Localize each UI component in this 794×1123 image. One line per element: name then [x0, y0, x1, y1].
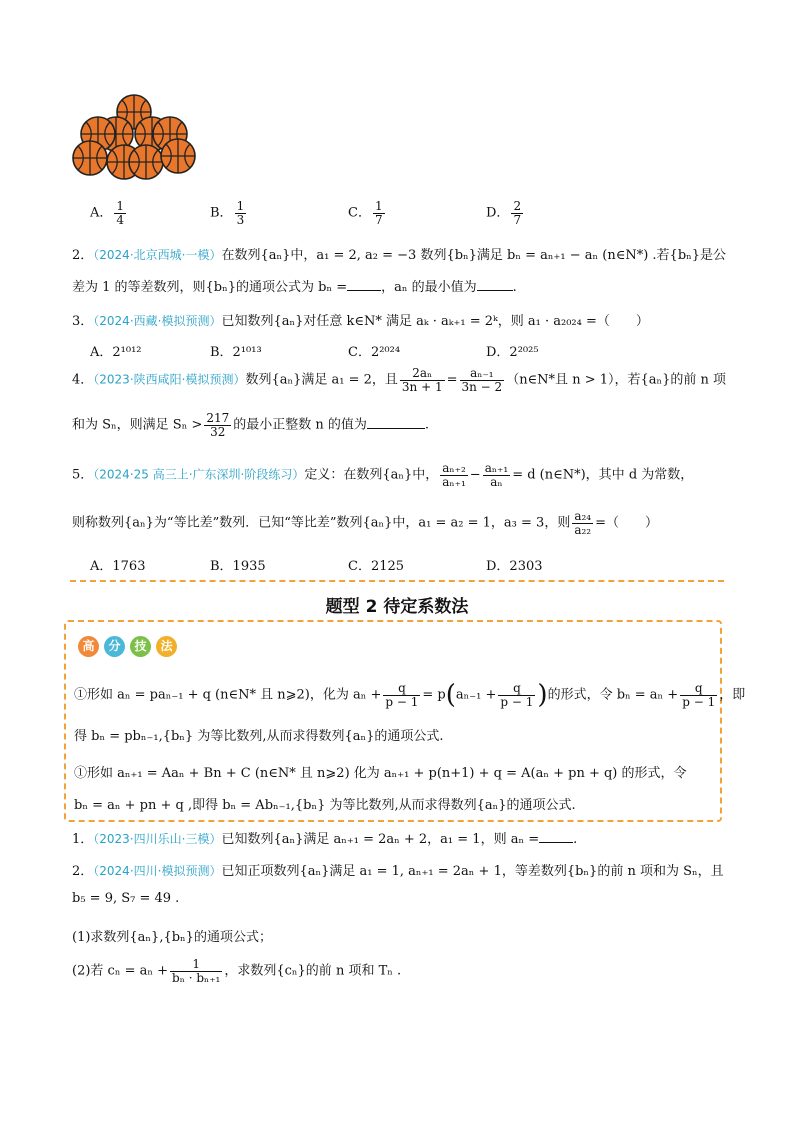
- q4-source: （2023·陕西咸阳·模拟预测）: [93, 372, 246, 387]
- option-c-num: 1: [374, 199, 383, 213]
- option-a-num: 1: [116, 199, 125, 213]
- q3-source: （2024·西藏·模拟预测）: [93, 314, 222, 328]
- tip1-text-c: aₙ₋₁ +: [455, 687, 497, 703]
- q2-blank-1[interactable]: [347, 290, 381, 291]
- q3-option-b: B．2¹⁰¹³: [210, 345, 262, 360]
- option-b-num: 1: [236, 199, 245, 213]
- p2-subq2-b: ，求数列{cₙ}的前 n 项和 Tₙ .: [224, 963, 402, 979]
- option-a-label: A．: [90, 205, 113, 221]
- p2-subq2-a: (2)若 cₙ = aₙ +: [72, 963, 169, 979]
- q4-blank[interactable]: [367, 428, 425, 429]
- q5-frac3-den: a₂₂: [574, 522, 592, 537]
- section-divider: [70, 580, 724, 582]
- p1-period: .: [573, 832, 578, 847]
- p2-frac-den: bₙ · bₙ₊₁: [172, 970, 221, 985]
- basketballs-illustration: [70, 92, 200, 187]
- option-d-label: D．: [486, 205, 510, 221]
- q2-source: （2024·北京西城·一模）: [93, 248, 222, 262]
- q4-text-4: 的最小正整数 n 的值为: [233, 417, 367, 433]
- q2-text-line2b: ，aₙ 的最小值为: [381, 280, 477, 295]
- p2-frac-num: 1: [170, 958, 222, 972]
- tip1-frac2-num: q: [498, 682, 535, 696]
- q4-number: 4．: [72, 372, 94, 388]
- q3-option-c: C．2²⁰²⁴: [348, 345, 401, 360]
- tip1-frac1-den: p − 1: [385, 694, 419, 709]
- q4-frac2-den: 3n − 2: [461, 379, 503, 394]
- q4-period: .: [424, 417, 430, 433]
- tip1-frac3-den: p − 1: [682, 694, 716, 709]
- q5-option-d: D．2303: [486, 559, 543, 574]
- p2-line1: 已知正项数列{aₙ}满足 a₁ = 1, aₙ₊₁ = 2aₙ + 1，等差数列{bₙ}的前 n 项和为 Sₙ，且: [221, 864, 724, 879]
- tip1-text-d: 的形式，令 bₙ = aₙ +: [547, 687, 679, 703]
- p2-number: 2．: [72, 864, 94, 879]
- q4-eq: =: [446, 372, 458, 388]
- q2-number: 2．: [72, 248, 94, 263]
- q5-text-1: 定义：在数列{aₙ}中，: [304, 467, 439, 483]
- q2-period: .: [512, 280, 517, 295]
- q5-text-2: = d (n∈N*)，其中 d 为常数，: [512, 467, 694, 483]
- tip1-line2: 得 bₙ = pbₙ₋₁,{bₙ} 为等比数列,从而求得数列{aₙ}的通项公式.: [74, 729, 444, 744]
- q5-frac1-num: aₙ₊₂: [442, 461, 466, 475]
- q5-frac1-den: aₙ₊₁: [442, 474, 466, 489]
- tip1-text-a: ①形如 aₙ = paₙ₋₁ + q (n∈N* 且 n⩾2)，化为 aₙ +: [74, 687, 382, 703]
- q2-text-line1: 在数列{aₙ}中，a₁ = 2, a₂ = −3 数列{bₙ}满足 bₙ = aₙ₊₁ − aₙ (n∈N*) .若{bₙ}是公: [221, 248, 727, 263]
- q2-blank-2[interactable]: [477, 290, 513, 291]
- badge-char-1: 高: [78, 636, 99, 657]
- badge-char-3: 技: [130, 636, 151, 657]
- q5-minus: −: [469, 467, 481, 483]
- p1-blank[interactable]: [539, 842, 573, 843]
- q4-text-1: 数列{aₙ}满足 a₁ = 2，且: [245, 372, 398, 388]
- p2-source: （2024·四川·模拟预测）: [93, 864, 222, 878]
- q3-number: 3．: [72, 314, 94, 329]
- q4-frac1-den: 3n + 1: [401, 379, 443, 394]
- q5-frac3-num: a₂₄: [574, 509, 592, 523]
- p1-number: 1．: [72, 832, 94, 847]
- option-c-den: 7: [374, 212, 383, 227]
- q4-text-2: （n∈N*且 n > 1），若{aₙ}的前 n 项: [506, 372, 727, 388]
- option-b-den: 3: [236, 212, 245, 227]
- q4-frac1-num: 2aₙ: [400, 367, 445, 381]
- p1-source: （2023·四川乐山·三模）: [93, 832, 222, 846]
- practice-1: [72, 828, 577, 847]
- q5-text-4: =（ ）: [595, 515, 659, 531]
- q5-frac2-den: aₙ: [490, 474, 503, 489]
- q3-option-d: D．2²⁰²⁵: [486, 345, 539, 360]
- badge-char-4: 法: [156, 636, 177, 657]
- q3-option-a: A．2¹⁰¹²: [90, 345, 142, 360]
- tips-badge: [78, 636, 182, 657]
- q4-frac3-den: 32: [210, 424, 226, 439]
- option-c-label: C．: [348, 205, 371, 221]
- tip1-text-b: = p: [422, 687, 446, 703]
- p2-line2: b₅ = 9, S₇ = 49 .: [72, 891, 180, 906]
- q5-frac2-num: aₙ₊₁: [484, 461, 509, 475]
- tip1-frac2-den: p − 1: [500, 694, 534, 709]
- q3-text: 已知数列{aₙ}对任意 k∈N* 满足 aₖ · aₖ₊₁ = 2ᵏ，则 a₁ · a₂₀₂₄ =（ ）: [221, 314, 649, 329]
- q4-text-3: 和为 Sₙ，则满足 Sₙ >: [72, 417, 203, 433]
- tip1-line1: ①形如 aₙ = paₙ₋₁ + q (n∈N* 且 n⩾2)，化为 aₙ + $\frac{q}{p - 1}$ = p(aₙ₋₁ + $\frac{q}{p - 1}$ )的形式，令 bₙ = aₙ + $\frac{q}{p - 1}$ ，即: [74, 680, 746, 710]
- tip1-frac3-num: q: [680, 682, 717, 696]
- badge-char-2: 分: [104, 636, 125, 657]
- option-b-label: B．: [210, 205, 233, 221]
- tip2-line1: ①形如 aₙ₊₁ = Aaₙ + Bn + C (n∈N* 且 n⩾2) 化为 aₙ₊₁ + p(n+1) + q = A(aₙ + pn + q) 的形式，令: [74, 766, 687, 781]
- option-d-num: 2: [513, 199, 522, 213]
- tip1-text-e: ，即: [719, 687, 746, 703]
- q5-text-3: 则称数列{aₙ}为“等比差”数列．已知“等比差”数列{aₙ}中，a₁ = a₂ = 1，a₃ = 3，则: [72, 515, 571, 531]
- q5-option-a: A．1763: [90, 559, 146, 574]
- tip2-line2: bₙ = aₙ + pn + q ,即得 bₙ = Abₙ₋₁,{bₙ} 为等比数列,从而求得数列{aₙ}的通项公式.: [74, 798, 576, 813]
- p1-text: 已知数列{aₙ}满足 aₙ₊₁ = 2aₙ + 2，a₁ = 1，则 aₙ =: [221, 832, 540, 847]
- q4-frac2-num: aₙ₋₁: [460, 367, 505, 381]
- q5-source: （2024·25 高三上·广东深圳·阶段练习）: [93, 467, 305, 482]
- tip1-frac1-num: q: [383, 682, 420, 696]
- q5-option-b: B．1935: [210, 559, 266, 574]
- q5-option-c: C．2125: [348, 559, 405, 574]
- q5-number: 5．: [72, 467, 94, 483]
- option-d-den: 7: [513, 212, 522, 227]
- q2-text-line2: 差为 1 的等差数列，则{bₙ}的通项公式为 bₙ =: [72, 280, 348, 295]
- section-title: 题型 2 待定系数法: [325, 597, 469, 617]
- p2-subq1: (1)求数列{aₙ},{bₙ}的通项公式；: [72, 930, 272, 945]
- q4-frac3-num: 217: [206, 411, 230, 425]
- option-a-den: 4: [116, 212, 125, 227]
